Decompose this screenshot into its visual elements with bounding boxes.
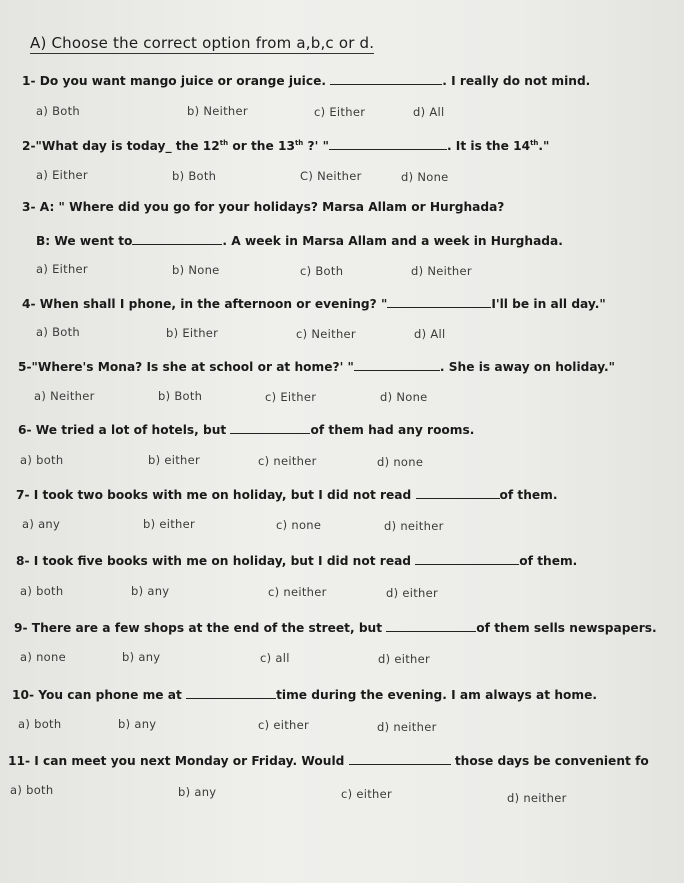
question-8 xyxy=(16,552,577,568)
question-5 xyxy=(18,358,615,374)
question-3-b-text: B: We went to xyxy=(36,234,133,248)
superscript: th xyxy=(530,138,539,147)
option-d[interactable]: d) None xyxy=(401,170,449,184)
option-d[interactable]: d) either xyxy=(386,586,439,600)
question-2-text-close: ." xyxy=(538,139,550,153)
question-8-text: 8- I took five books with me on holiday, but I did not read xyxy=(16,554,416,568)
question-11-text-end: those days be convenient fo xyxy=(450,754,649,768)
option-a[interactable]: a) Either xyxy=(36,262,88,276)
option-c[interactable]: c) Either xyxy=(314,105,366,119)
option-a[interactable]: a) Both xyxy=(36,104,81,118)
option-d[interactable]: d) All xyxy=(413,105,445,119)
question-8-text-end: of them. xyxy=(519,554,578,568)
option-b[interactable]: b) either xyxy=(143,517,196,531)
question-11 xyxy=(8,752,649,768)
answer-blank[interactable] xyxy=(415,552,519,565)
question-1-text-end: . I really do not mind. xyxy=(442,74,591,88)
option-a[interactable]: a) Both xyxy=(36,325,81,339)
option-b[interactable]: b) any xyxy=(178,785,217,799)
answer-blank[interactable] xyxy=(329,137,447,150)
question-6-text-end: of them had any rooms. xyxy=(310,423,475,437)
option-c[interactable]: C) Neither xyxy=(300,169,362,183)
option-c[interactable]: c) neither xyxy=(258,454,317,468)
question-9 xyxy=(14,619,657,635)
option-a[interactable]: a) Either xyxy=(36,168,88,182)
question-7-text-end: of them. xyxy=(499,488,558,502)
option-c[interactable]: c) none xyxy=(276,518,322,532)
answer-blank[interactable] xyxy=(387,295,491,308)
option-a[interactable]: a) both xyxy=(10,783,54,797)
answer-blank[interactable] xyxy=(416,486,500,499)
superscript: th xyxy=(294,138,304,147)
option-c[interactable]: c) neither xyxy=(268,585,327,599)
option-b[interactable]: b) Both xyxy=(172,169,217,183)
superscript: th xyxy=(219,138,229,147)
option-c[interactable]: c) all xyxy=(260,651,290,665)
option-d[interactable]: d) neither xyxy=(507,791,567,805)
question-10-text: 10- You can phone me at xyxy=(12,688,187,702)
question-9-text: 9- There are a few shops at the end of the street, but xyxy=(14,621,387,635)
option-a[interactable]: a) both xyxy=(20,453,64,467)
question-5-text: 5-"Where's Mona? Is she at school or at home?' " xyxy=(18,360,354,374)
option-b[interactable]: b) None xyxy=(172,263,220,277)
question-3-b xyxy=(36,232,563,248)
question-4-text-end: I'll be in all day." xyxy=(491,297,606,311)
question-4 xyxy=(22,295,606,311)
option-c[interactable]: c) Neither xyxy=(296,327,356,341)
answer-blank[interactable] xyxy=(349,752,451,765)
option-d[interactable]: d) none xyxy=(377,455,424,469)
question-1 xyxy=(22,72,590,88)
option-b[interactable]: b) either xyxy=(148,453,201,467)
question-6-text: 6- We tried a lot of hotels, but xyxy=(18,423,231,437)
answer-blank[interactable] xyxy=(386,619,476,632)
question-6 xyxy=(18,421,474,437)
answer-blank[interactable] xyxy=(330,72,442,85)
question-2-text-mid: or the 13 xyxy=(228,139,295,153)
option-c[interactable]: c) either xyxy=(341,787,393,801)
option-b[interactable]: b) any xyxy=(122,650,161,664)
option-b[interactable]: b) Neither xyxy=(187,104,248,118)
option-c[interactable]: c) either xyxy=(258,718,310,732)
section-heading: A) Choose the correct option from a,b,c or d. xyxy=(30,34,375,52)
option-d[interactable]: d) All xyxy=(414,327,446,341)
question-2-text-end: . It is the 14 xyxy=(446,139,531,153)
option-a[interactable]: a) any xyxy=(22,517,61,531)
question-1-text: 1- Do you want mango juice or orange juice. xyxy=(22,74,331,88)
question-10 xyxy=(12,686,597,702)
question-2 xyxy=(22,137,549,153)
option-d[interactable]: d) None xyxy=(380,390,428,404)
option-b[interactable]: b) any xyxy=(118,717,157,731)
option-d[interactable]: d) either xyxy=(378,652,431,666)
option-a[interactable]: a) both xyxy=(18,717,62,731)
question-9-text-end: of them sells newspapers. xyxy=(476,621,657,635)
question-5-text-end: . She is away on holiday." xyxy=(439,360,616,374)
question-10-text-end: time during the evening. I am always at home. xyxy=(276,688,597,702)
question-2-text-quote: ?' " xyxy=(303,139,329,153)
answer-blank[interactable] xyxy=(186,686,276,699)
question-7-text: 7- I took two books with me on holiday, but I did not read xyxy=(16,488,416,502)
option-d[interactable]: d) neither xyxy=(377,720,437,734)
option-b[interactable]: b) Both xyxy=(158,389,203,403)
question-2-text: 2-"What day is today_ the 12 xyxy=(22,139,220,153)
question-7 xyxy=(16,486,558,502)
question-3-b-text-end: . A week in Marsa Allam and a week in Hurghada. xyxy=(222,234,563,248)
option-d[interactable]: d) Neither xyxy=(411,264,472,278)
option-a[interactable]: a) none xyxy=(20,650,66,664)
option-a[interactable]: a) Neither xyxy=(34,389,95,403)
option-a[interactable]: a) both xyxy=(20,584,64,598)
option-c[interactable]: c) Both xyxy=(300,264,344,278)
question-4-text: 4- When shall I phone, in the afternoon or evening? " xyxy=(22,297,388,311)
answer-blank[interactable] xyxy=(132,232,222,245)
option-c[interactable]: c) Either xyxy=(265,390,317,404)
answer-blank[interactable] xyxy=(354,358,440,371)
option-d[interactable]: d) neither xyxy=(384,519,444,533)
question-3: 3- A: " Where did you go for your holidays? Marsa Allam or Hurghada? xyxy=(22,200,505,214)
answer-blank[interactable] xyxy=(230,421,310,434)
option-b[interactable]: b) any xyxy=(131,584,170,598)
option-b[interactable]: b) Either xyxy=(166,326,219,340)
question-11-text: 11- I can meet you next Monday or Friday. Would xyxy=(8,754,349,768)
